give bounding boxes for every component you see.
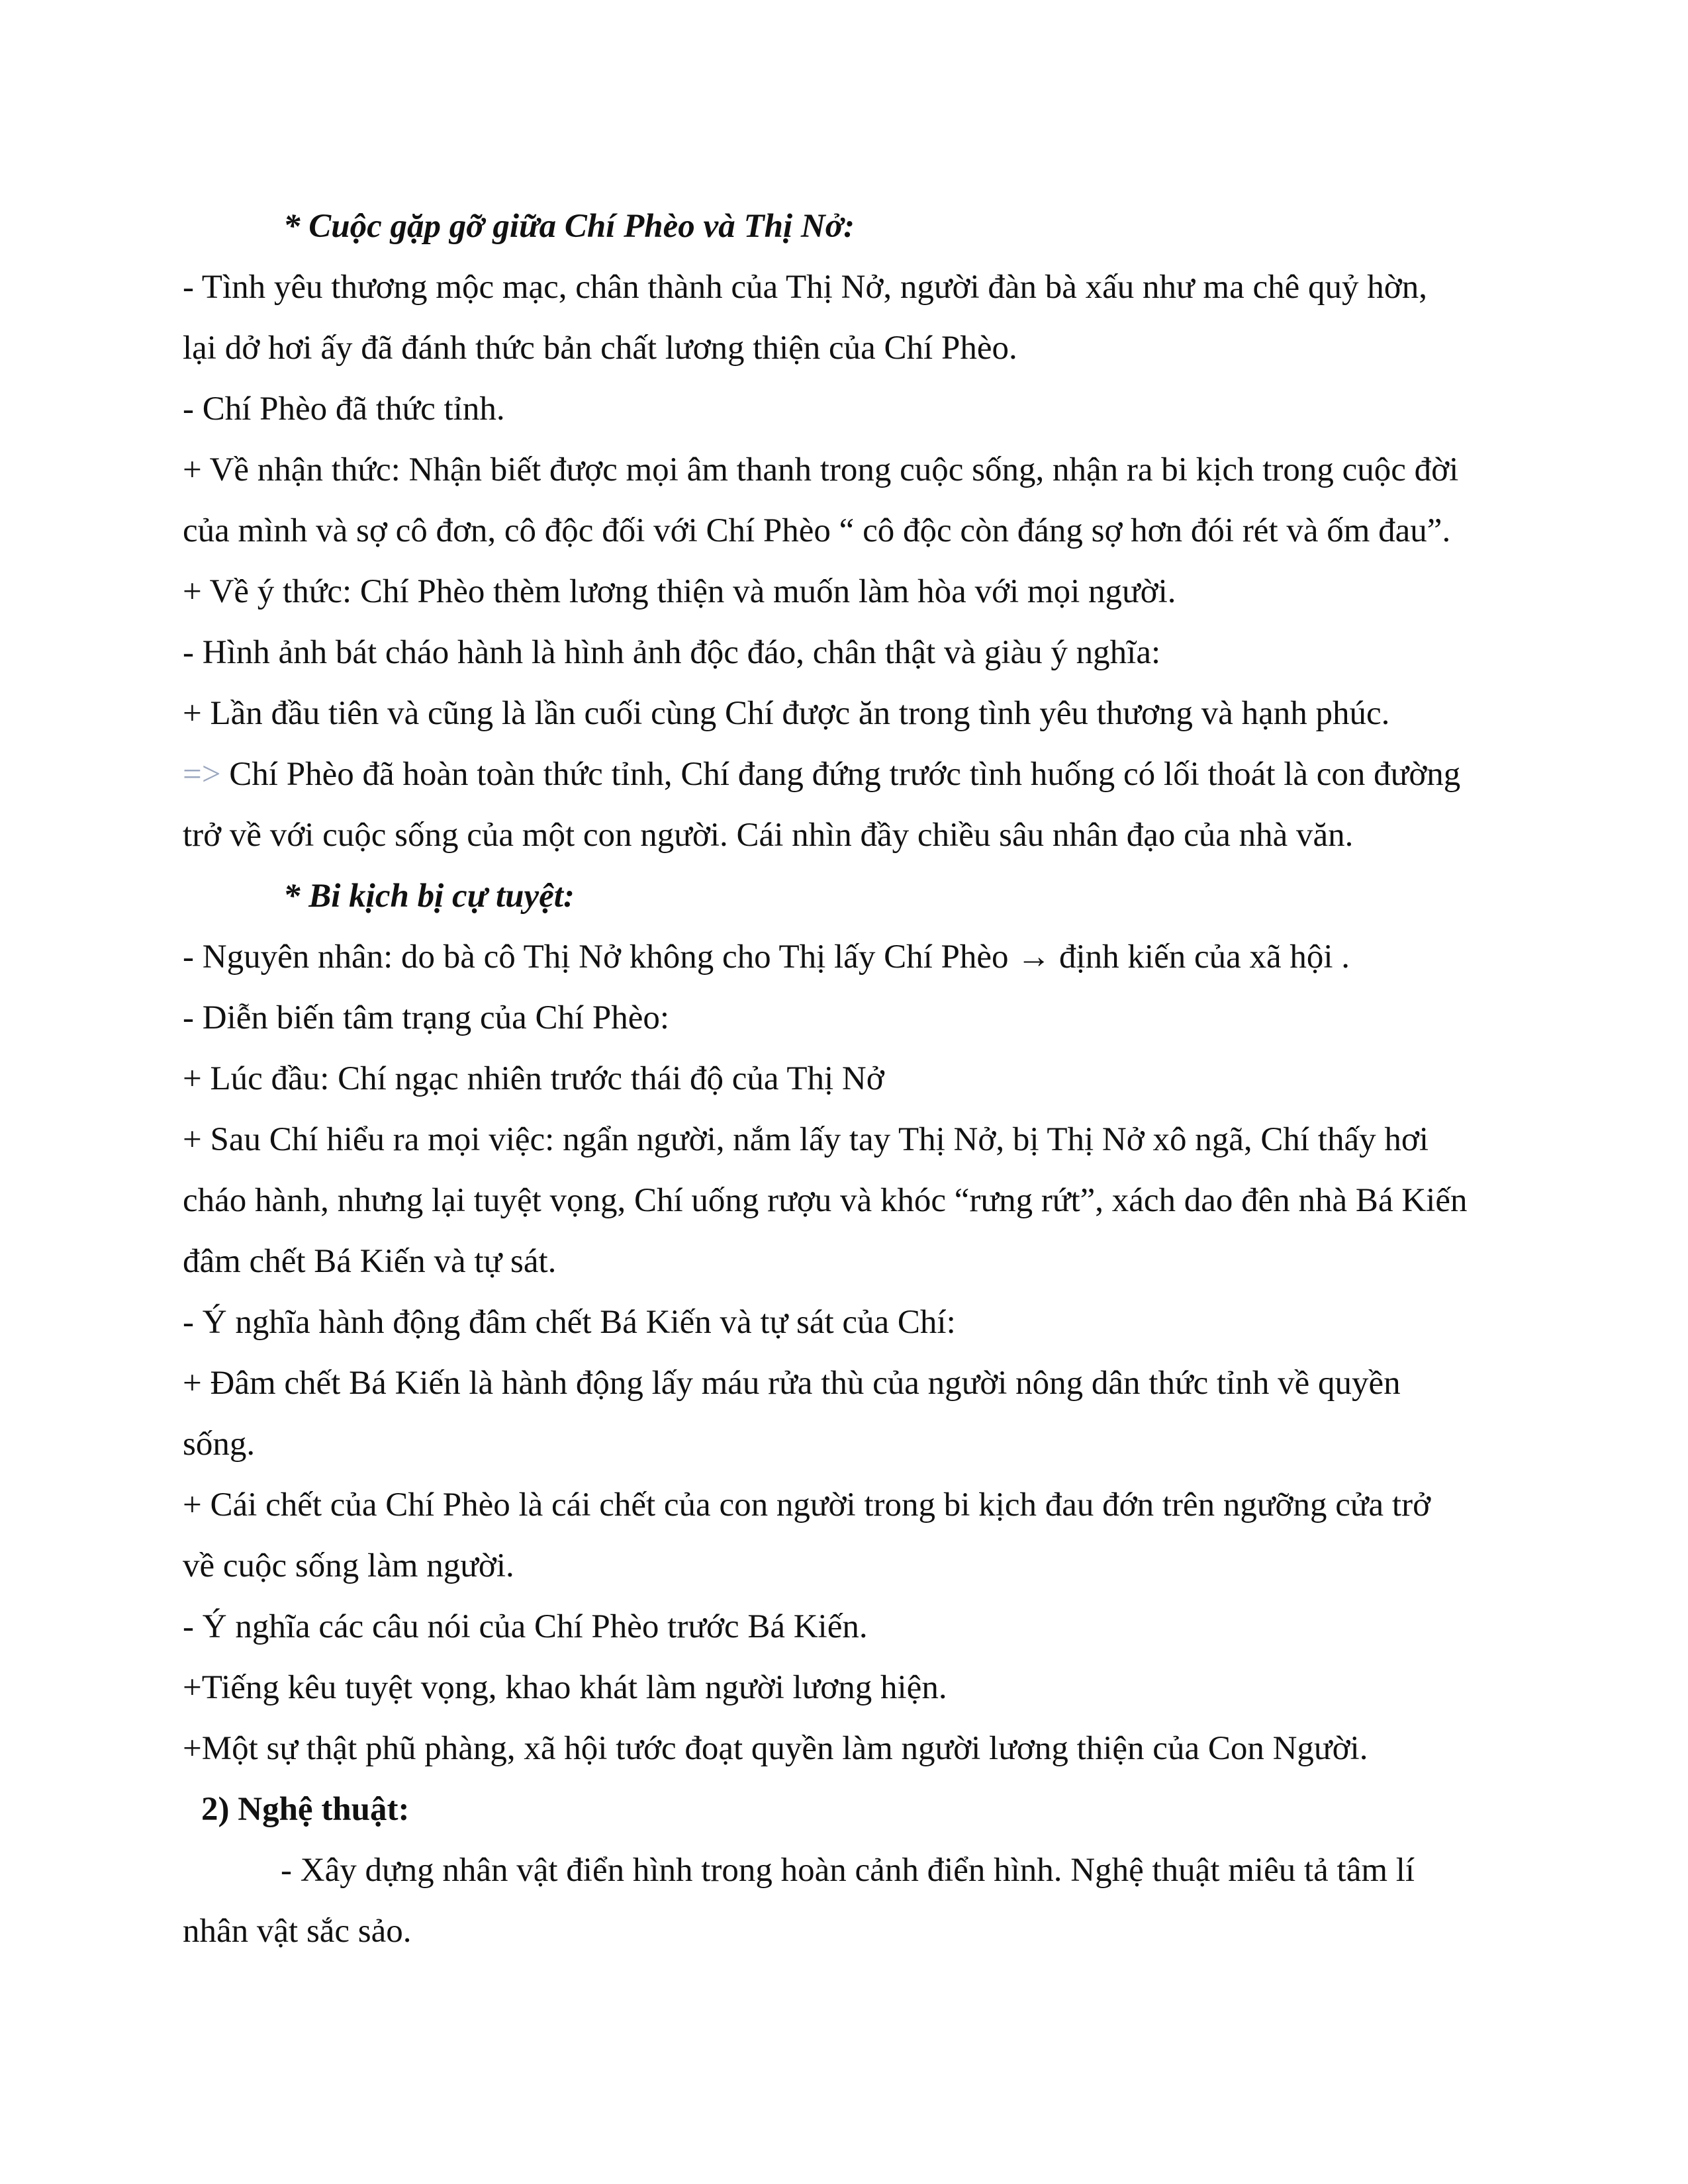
- document-body: [183, 196, 1546, 1962]
- conclusion-arrow: =>: [183, 756, 221, 793]
- text-line: về cuộc sống làm người.: [183, 1547, 514, 1584]
- text-line: - Ý nghĩa hành động đâm chết Bá Kiến và tự sát của Chí:: [183, 1304, 956, 1341]
- text-line: - Chí Phèo đã thức tỉnh.: [183, 390, 505, 428]
- text-line: của mình và sợ cô đơn, cô độc đối với Chí Phèo “ cô độc còn đáng sợ hơn đói rét và ốm đau”.: [183, 512, 1451, 549]
- section-heading-rejection: * Bi kịch bị cự tuyệt:: [283, 878, 575, 915]
- text-line: +Một sự thật phũ phàng, xã hội tước đoạt quyền làm người lương thiện của Con Người.: [183, 1730, 1368, 1767]
- text-line: - Xây dựng nhân vật điển hình trong hoàn cảnh điển hình. Nghệ thuật miêu tả tâm lí: [281, 1852, 1415, 1889]
- section-heading-art: 2) Nghệ thuật:: [201, 1791, 410, 1828]
- text-line: [183, 744, 1546, 805]
- text-line: + Về ý thức: Chí Phèo thèm lương thiện và muốn làm hòa với mọi người.: [183, 573, 1176, 610]
- section-heading-meeting: * Cuộc gặp gỡ giữa Chí Phèo và Thị Nở:: [283, 208, 855, 245]
- text-line: sống.: [183, 1426, 256, 1463]
- text-line: cháo hành, nhưng lại tuyệt vọng, Chí uống rượu và khóc “rưng rứt”, xách dao đên nhà Bá Kiến: [183, 1182, 1468, 1219]
- text-line: - Ý nghĩa các câu nói của Chí Phèo trước Bá Kiến.: [183, 1608, 868, 1645]
- text-line: + Sau Chí hiểu ra mọi việc: ngẩn người, nắm lấy tay Thị Nở, bị Thị Nở xô ngã, Chí thấy hơi: [183, 1121, 1429, 1158]
- text-line: lại dở hơi ấy đã đánh thức bản chất lương thiện của Chí Phèo.: [183, 330, 1017, 367]
- text-line: + Lần đầu tiên và cũng là lần cuối cùng Chí được ăn trong tình yêu thương và hạnh phúc.: [183, 695, 1390, 732]
- text-line: nhân vật sắc sảo.: [183, 1913, 412, 1950]
- text-line: - Tình yêu thương mộc mạc, chân thành của Thị Nở, người đàn bà xấu như ma chê quỷ hờn,: [183, 269, 1427, 306]
- text-line: + Về nhận thức: Nhận biết được mọi âm thanh trong cuộc sống, nhận ra bi kịch trong cuộc đời: [183, 451, 1459, 488]
- text-line: đâm chết Bá Kiến và tự sát.: [183, 1243, 557, 1280]
- text-line: trở về với cuộc sống của một con người. Cái nhìn đầy chiều sâu nhân đạo của nhà văn.: [183, 817, 1354, 854]
- text-line: + Đâm chết Bá Kiến là hành động lấy máu rửa thù của người nông dân thức tỉnh về quyền: [183, 1365, 1401, 1402]
- conclusion-text: Chí Phèo đã hoàn toàn thức tỉnh, Chí đang đứng trước tình huống có lối thoát là con đường: [220, 756, 1461, 793]
- text-line: - Nguyên nhân: do bà cô Thị Nở không cho Thị lấy Chí Phèo → định kiến của xã hội .: [183, 938, 1350, 976]
- text-line: - Diễn biến tâm trạng của Chí Phèo:: [183, 999, 670, 1036]
- text-line: - Hình ảnh bát cháo hành là hình ảnh độc đáo, chân thật và giàu ý nghĩa:: [183, 634, 1161, 671]
- text-line: + Cái chết của Chí Phèo là cái chết của con người trong bi kịch đau đớn trên ngưỡng cửa trở: [183, 1486, 1431, 1524]
- text-line: + Lúc đầu: Chí ngạc nhiên trước thái độ của Thị Nở: [183, 1060, 884, 1097]
- text-line: +Tiếng kêu tuyệt vọng, khao khát làm người lương hiện.: [183, 1669, 947, 1706]
